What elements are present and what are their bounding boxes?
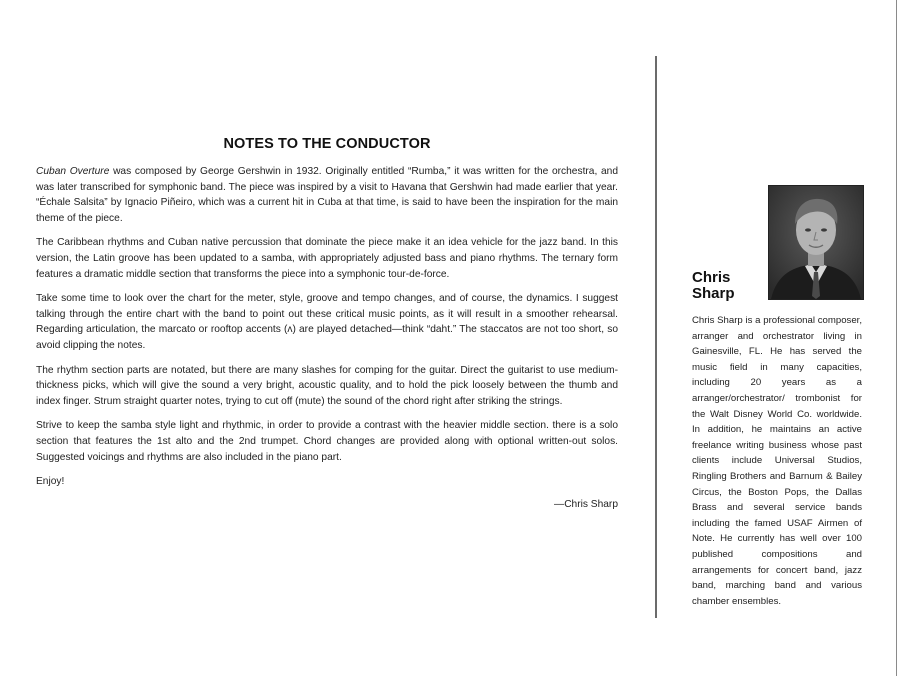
author-name [692,270,762,302]
notes-paragraph-4: The rhythm section parts are notated, but there are many slashes for comping for the guitar. Direct the guitarist to use medium-thickness picks, which will give the sound a very bright, acoustic quality, and to hold the pick loosely between the thumb and index finger. Strum straight quarter notes, trying to cut off (mute) the sound of the chord right after striking the strings. [36,364,618,407]
notes-heading: NOTES TO THE CONDUCTOR [223,136,431,152]
notes-enjoy: Enjoy! [36,476,65,488]
author-portrait-image [769,186,863,299]
author-bio: Chris Sharp is a professional composer, arranger and orchestrator living in Gainesville, FL. He has served the music field in many capacities, including 20 years as a arranger/orchestrator/ trombonist for the Walt Disney World Co. worldwide. In addition, he maintains an active freelance writing business whose past clients include Universal Studios, Ringling Brothers and Barnum & Bailey Circus, the Boston Pops, the Dallas Brass and several service bands including the famed USAF Airmen of Note. He currently has well over 100 published compositions and arrangements for concert band, jazz band, marching band and various chamber ensembles. [692,315,862,607]
notes-paragraph-2: The Caribbean rhythms and Cuban native percussion that dominate the piece make it an idea vehicle for the jazz band. In this version, the Latin groove has been updated to a samba, with appropriately adjusted bass and piano rhythms. The ternary form features a dramatic middle section that transforms the piece into a symphonic tour-de-force. [36,237,618,280]
notes-paragraph-1 [36,164,618,226]
notes-paragraph-5: Strive to keep the samba style light and rhythmic, in order to provide a contrast with the heavier middle section. there is a solo section that features the 1st alto and the 2nd trumpet. Chord changes are provided along with optional written-out solos. Suggested voicings and rhythms are also included in the piano part. [36,420,618,463]
notes-paragraph-1-text: was composed by George Gershwin in 1932. Originally entitled “Rumba,” it was written for the orchestra, and was later transcribed for symphonic band. The piece was inspired by a visit to Havana that Gershwin had made earlier that year. “Échale Salsita” by Ignacio Piñeiro, which was a current hit in Cuba at that time, is said to have been the inspiration for the main theme of the piece. [36,166,618,224]
author-last-name: Sharp [692,285,735,302]
column-divider [655,56,657,618]
page-edge-line [896,0,897,676]
notes-paragraph-3: Take some time to look over the chart for the meter, style, groove and tempo changes, and of course, the dynamics. I suggest talking through the entire chart with the band to point out these critical music points, as it will result in a smoother rehearsal. Regarding articulation, the marcato or rooftop accents (ʌ) are played detached—think “daht.” The staccatos are not too short, so avoid clipping the notes. [36,293,618,351]
piece-title: Cuban Overture [36,166,110,177]
author-first-name: Chris [692,269,731,286]
author-photo [768,185,864,300]
notes-signoff: —Chris Sharp [554,498,618,510]
notes-to-conductor [36,136,618,510]
